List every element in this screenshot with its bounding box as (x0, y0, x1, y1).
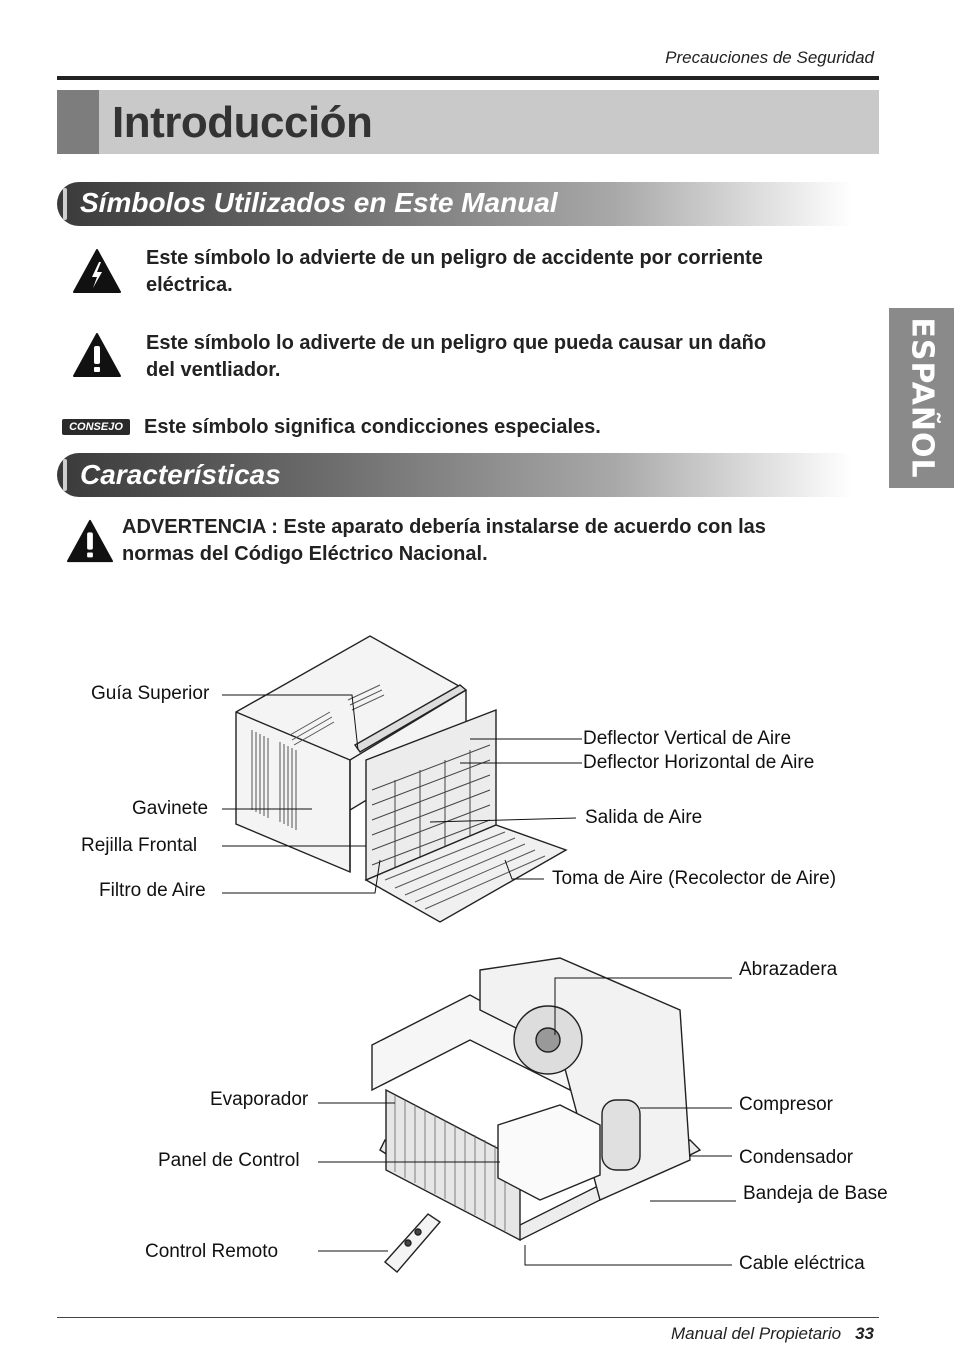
advertencia-line2: normas del Código Eléctrico Nacional. (122, 543, 488, 565)
label-abrazadera: Abrazadera (739, 959, 838, 980)
footer-rule (57, 1317, 879, 1318)
label-control-remoto: Control Remoto (145, 1241, 279, 1262)
exclamation-warning-line2: del ventliador. (146, 359, 281, 381)
features-section-heading: Características (80, 459, 281, 490)
label-compresor: Compresor (739, 1094, 833, 1115)
electric-warning-line1: Este símbolo lo advierte de un peligro de accidente por corriente (146, 247, 763, 269)
exclamation-warning-line1: Este símbolo lo adiverte de un peligro que pueda causar un daño (146, 332, 767, 354)
advertencia-line1: ADVERTENCIA : Este aparato debería instalarse de acuerdo con las (122, 516, 766, 538)
consejo-badge: CONSEJO (62, 419, 130, 435)
label-evaporador: Evaporador (210, 1089, 309, 1110)
label-deflector-horizontal: Deflector Horizontal de Aire (583, 752, 815, 773)
label-toma-de-aire: Toma de Aire (Recolector de Aire) (552, 868, 837, 889)
running-header: Precauciones de Seguridad (665, 48, 874, 67)
language-tab-label: ESPAÑOL (904, 317, 939, 479)
label-bandeja-de-base: Bandeja de Base (743, 1183, 888, 1204)
label-deflector-vertical: Deflector Vertical de Aire (583, 728, 792, 749)
electric-warning-line2: eléctrica. (146, 274, 233, 296)
label-filtro-de-aire: Filtro de Aire (99, 880, 206, 901)
label-cable-electrica: Cable eléctrica (739, 1253, 865, 1274)
label-rejilla-frontal: Rejilla Frontal (81, 835, 198, 856)
label-condensador: Condensador (739, 1147, 854, 1168)
label-gavinete: Gavinete (132, 798, 209, 819)
label-panel-de-control: Panel de Control (158, 1150, 300, 1171)
label-guia-superior: Guía Superior (91, 683, 210, 704)
footer-manual-title: Manual del Propietario (670, 1324, 842, 1343)
footer (671, 1324, 874, 1344)
page-title: Introducción (112, 98, 373, 147)
symbols-section-heading: Símbolos Utilizados en Este Manual (80, 187, 558, 218)
page-number: 33 (855, 1324, 874, 1343)
label-salida-de-aire: Salida de Aire (585, 807, 703, 828)
consejo-text: Este símbolo significa condicciones especiales. (144, 416, 601, 438)
interior-unit-drawing (372, 958, 700, 1272)
